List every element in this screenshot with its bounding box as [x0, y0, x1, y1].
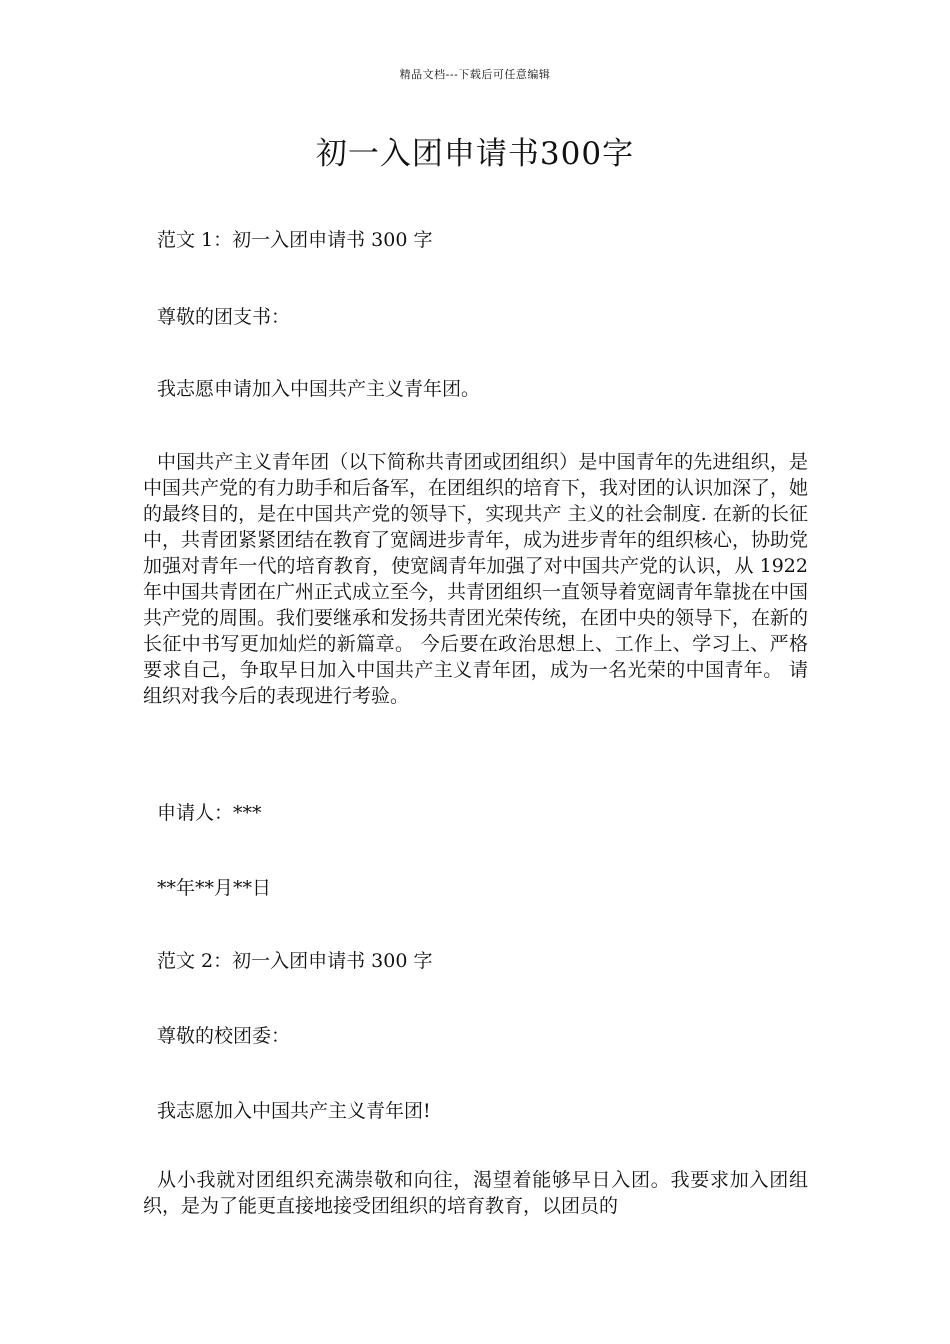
sample1-heading: 范文 1：初一入团申请书 300 字: [157, 229, 433, 251]
sample1-body-paragraph: 中国共产主义青年团（以下简称共青团或团组织）是中国青年的先进组织，是中国共产党的有力助手和后备军，在团组织的培育下，我对团的认识加深了，她的最终目的，是在中国共产党的领导下，实现共产 主义的社会制度. 在新的长征中，共青团紧紧团结在教育了宽阔进步青年，成为进步青年的组织核心，协助党加强对青年一代的培育教育，使宽阔青年加强了对中国共产党的认识，从 1922年中国共青团在广州正式成立至今，共青团组织一直领导着宽阔青年靠拢在中国共产党的周围。我们要继承和发扬共青团光荣传统，在团中央的领导下，在新的长征中书写更加灿烂的新篇章。 今后要在政治思想上、工作上、学习上、严格要求自己，争取早日加入中国共产主义青年团，成为一名光荣的中国青年。 请组织对我今后的表现进行考验。: [143, 451, 809, 707]
sample2-intro: 我志愿加入中国共产主义青年团!: [157, 1100, 431, 1122]
sample1-date: **年**月**日: [157, 877, 272, 899]
header-note: 精品文档---下载后可任意编辑: [399, 68, 551, 81]
sample1-intro: 我志愿申请加入中国共产主义青年团。: [157, 378, 481, 400]
sample2-salutation: 尊敬的校团委：: [157, 1025, 291, 1047]
document-title: 初一入团申请书300字: [315, 136, 635, 172]
sample2-heading: 范文 2：初一入团申请书 300 字: [157, 950, 433, 972]
sample2-body-paragraph: 从小我就对团组织充满崇敬和向往，渴望着能够早日入团。我要求加入团组织，是为了能更直接地接受团组织的培育教育，以团员的: [143, 1169, 808, 1217]
sample1-applicant: 申请人：***: [157, 802, 262, 824]
sample1-salutation: 尊敬的团支书：: [157, 306, 291, 328]
